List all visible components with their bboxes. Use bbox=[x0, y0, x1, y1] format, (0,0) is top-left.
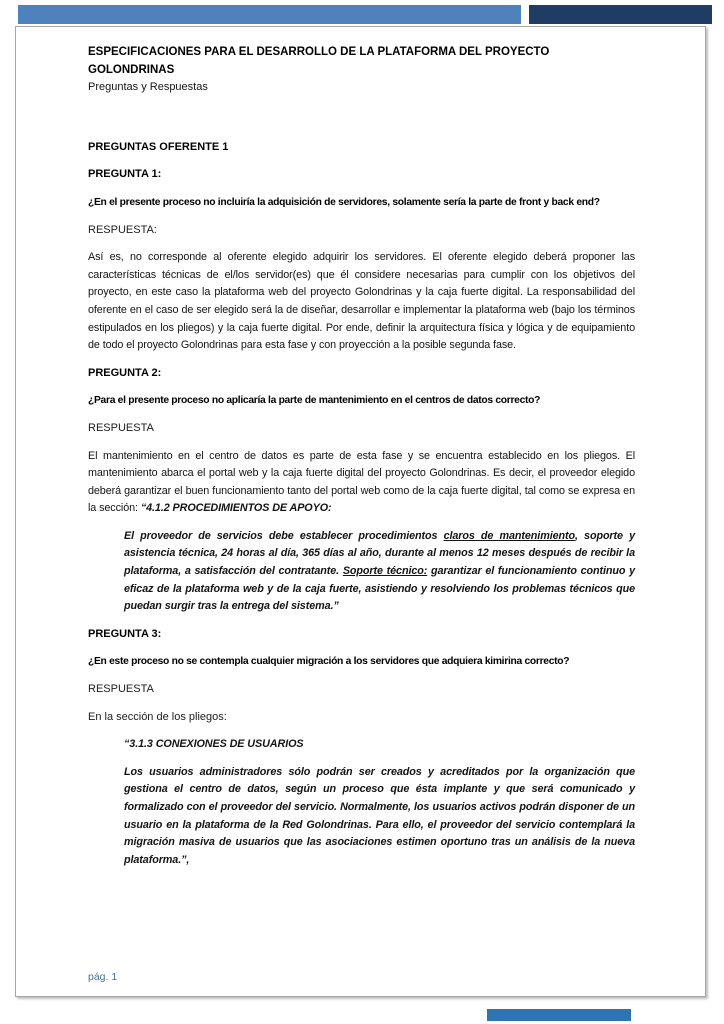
document-page bbox=[15, 26, 706, 997]
q2-question: ¿Para el presente proceso no aplicaría la parte de mantenimiento en el centros de datos correcto? bbox=[88, 395, 541, 407]
q3-response-label: RESPUESTA bbox=[88, 683, 154, 696]
q1-answer: Así es, no corresponde al oferente elegido adquirir los servidores. El oferente elegido deberá proponer las características técnicas de el/los servidor(es) que él considere necesarias para cumplir con los objetivos del proyecto, en este caso la plataforma web del proyecto Golondrinas y la caja fuerte digital. La responsabilidad del oferente en el caso de ser elegido será la de diseñar, desarrollar e implementar la plataforma web (bajo los términos estipulados en los pliegos) y la caja fuerte digital. Por ende, definir la arquitectura física y lógica y de equipamiento de todo el proyecto Golondrinas para esta fase y con proyección a la posible segunda fase. bbox=[88, 251, 635, 352]
header-accent-bar-blue bbox=[18, 5, 521, 24]
document-subtitle: Preguntas y Respuestas bbox=[88, 81, 208, 94]
q2-answer bbox=[88, 448, 635, 518]
q3-answer-intro: En la sección de los pliegos: bbox=[88, 710, 227, 723]
q2-quote-underlined-support: Soporte técnico: bbox=[342, 565, 428, 578]
q3-question: ¿En este proceso no se contempla cualquier migración a los servidores que adquiera kimirina correcto? bbox=[88, 656, 570, 668]
q2-quote-underlined-maintenance: claros de mantenimiento bbox=[443, 529, 575, 542]
q2-answer-section-ref: “4.1.2 PROCEDIMIENTOS DE APOYO: bbox=[140, 502, 332, 515]
q3-quote-heading: “3.1.3 CONEXIONES DE USUARIOS bbox=[124, 738, 304, 751]
document-title: ESPECIFICACIONES PARA EL DESARROLLO DE LA PLATAFORMA DEL PROYECTO GOLONDRINAS bbox=[88, 46, 550, 76]
q2-quote-seg1: El proveedor de servicios debe establecer procedimientos bbox=[124, 529, 444, 542]
q2-heading: PREGUNTA 2: bbox=[88, 366, 162, 379]
q1-question: ¿En el presente proceso no incluiría la adquisición de servidores, solamente sería la parte de front y back end? bbox=[88, 196, 600, 208]
q2-answer-intro: El mantenimiento en el centro de datos es parte de esta fase y se encuentra establecido en los pliegos. El mantenimiento abarca el portal web y la caja fuerte digital del proyecto Golondrinas. Es decir, el proveedor elegido deberá garantizar el buen funcionamiento tanto del portal web como de la caja fuerte digital, tal como se expresa en la sección: bbox=[88, 449, 635, 515]
document-content bbox=[16, 27, 705, 869]
q2-quote-seg5: garantizar el funcionamiento continuo y eficaz de la plataforma web y de la caja fuerte, asistiendo y resolviendo los problemas técnicos que puedan surgir tras la entrega del sistema.” bbox=[124, 565, 636, 613]
q1-heading: PREGUNTA 1: bbox=[88, 168, 162, 181]
header-accent-bar-navy bbox=[529, 5, 712, 24]
q2-quote-block bbox=[124, 528, 635, 616]
q3-quote-body: Los usuarios administradores sólo podrán ser creados y acreditados por la organización que gestiona el centro de datos, según un proceso que ésta implante y que será comunicado y formalizado con el proveedor del servicio. Normalmente, los usuarios activos podrán disponer de un usuario en la plataforma de la Red Golondrinas. Para ello, el proveedor del servicio contemplará la migración masiva de usuarios que las asociaciones estimen oportuno tras un análisis de la nueva plataforma.”, bbox=[124, 765, 635, 866]
q2-response-label: RESPUESTA bbox=[88, 421, 154, 434]
section-heading-oferente: PREGUNTAS OFERENTE 1 bbox=[88, 140, 229, 153]
q3-heading: PREGUNTA 3: bbox=[88, 627, 162, 640]
next-page-accent-bar bbox=[487, 1009, 631, 1021]
q2-quote-seg3: , soporte y asistencia técnica, 24 horas al día, 365 días al año, durante al menos 12 meses después de recibir la plataforma, a satisfacción del contratante. bbox=[124, 529, 636, 578]
page-number-label: pág. 1 bbox=[88, 971, 118, 983]
q1-response-label: RESPUESTA: bbox=[88, 223, 157, 236]
